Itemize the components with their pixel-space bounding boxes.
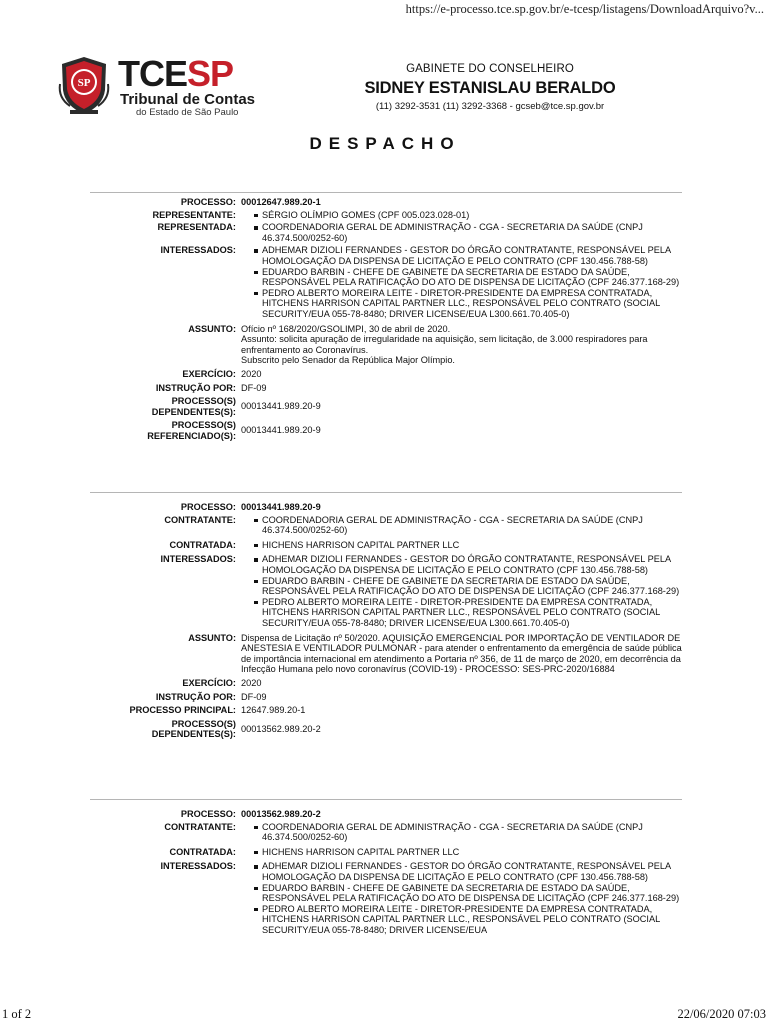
field-label: PROCESSO PRINCIPAL: bbox=[129, 705, 236, 716]
process-number: 00012647.989.20-1 bbox=[241, 197, 321, 207]
field-label: ASSUNTO: bbox=[188, 632, 236, 643]
list-item: ADHEMAR DIZIOLI FERNANDES - GESTOR DO ÓRGÃO CONTRATANTE, RESPONSÁVEL PELA HOMOLOGAÇÃO DA DISPENSA DE LICITAÇÃO E PELO CONTRATO (CPF 130.456.788-58) bbox=[241, 245, 682, 266]
fiscal-year: 2020 bbox=[241, 677, 262, 688]
field-label: REPRESENTANTE: bbox=[152, 209, 236, 220]
dependent-process: 00013441.989.20-9 bbox=[241, 401, 321, 412]
field-label: PROCESSO(S) bbox=[171, 396, 236, 407]
list-item: ADHEMAR DIZIOLI FERNANDES - GESTOR DO ÓRGÃO CONTRATANTE, RESPONSÁVEL PELA HOMOLOGAÇÃO DA DISPENSA DE LICITAÇÃO E PELO CONTRATO (CPF 130.456.788-58) bbox=[241, 554, 682, 575]
subject-line: Assunto: solicita apuração de irregularidade na aquisição, sem licitação, de 3.000 respiradores para enfrentamento ao Coronavírus. bbox=[241, 334, 648, 355]
svg-text:SP: SP bbox=[77, 77, 91, 89]
process-section bbox=[90, 492, 682, 740]
dependent-process: 00013562.989.20-2 bbox=[241, 723, 321, 734]
field-label: DEPENDENTES(S): bbox=[151, 406, 236, 417]
main-process: 12647.989.20-1 bbox=[241, 705, 306, 716]
field-label: PROCESSO(S) bbox=[171, 718, 236, 729]
field-label: PROCESSO: bbox=[180, 197, 236, 207]
field-label: PROCESSO(S) bbox=[171, 420, 236, 431]
process-section bbox=[90, 799, 682, 936]
field-label: INTERESSADOS: bbox=[160, 554, 236, 565]
field-label: PROCESSO: bbox=[180, 809, 236, 819]
field-label: CONTRATANTE: bbox=[164, 821, 236, 832]
logo-subtitle-2: do Estado de São Paulo bbox=[136, 107, 239, 118]
councillor-name: SIDNEY ESTANISLAU BERALDO bbox=[364, 79, 616, 97]
list-item: EDUARDO BARBIN - CHEFE DE GABINETE DA SECRETARIA DE ESTADO DA SAÚDE, RESPONSÁVEL PELA RATIFICAÇÃO DO ATO DE DISPENSA DE LICITAÇÃO (CPF 246.377.168-29) bbox=[241, 883, 682, 904]
field-label: INTERESSADOS: bbox=[160, 861, 236, 872]
list-item: PEDRO ALBERTO MOREIRA LEITE - DIRETOR-PRESIDENTE DA EMPRESA CONTRATADA, HITCHENS HARRISON CAPITAL PARTNER LLC., RESPONSÁVEL PELO CONTRATO (SOCIAL SECURITY/EUA 055-78-8480; DRIVER LICENSE/EUA L300.661.70.405-0) bbox=[241, 288, 682, 320]
field-label: ASSUNTO: bbox=[188, 323, 236, 334]
instruction-by: DF-09 bbox=[241, 382, 267, 393]
process-section bbox=[90, 192, 682, 441]
list-item: SÉRGIO OLÍMPIO GOMES (CPF 005.023.028-01) bbox=[241, 210, 682, 221]
field-label: INSTRUÇÃO POR: bbox=[155, 691, 236, 702]
page-indicator: 1 of 2 bbox=[2, 1007, 32, 1021]
list-item: HICHENS HARRISON CAPITAL PARTNER LLC bbox=[241, 847, 682, 858]
instruction-by: DF-09 bbox=[241, 691, 267, 702]
print-datetime: 22/06/2020 07:03 bbox=[677, 1007, 766, 1021]
list-item: COORDENADORIA GERAL DE ADMINISTRAÇÃO - CGA - SECRETARIA DA SAÚDE (CNPJ 46.374.500/0252-60) bbox=[241, 822, 682, 843]
field-label: INSTRUÇÃO POR: bbox=[155, 382, 236, 393]
field-label: REFERENCIADO(S): bbox=[147, 430, 236, 441]
list-item: COORDENADORIA GERAL DE ADMINISTRAÇÃO - CGA - SECRETARIA DA SAÚDE (CNPJ 46.374.500/0252-60) bbox=[241, 515, 682, 536]
field-label: PROCESSO: bbox=[180, 502, 236, 512]
logo-title: TCESP bbox=[118, 53, 234, 94]
referenced-process: 00013441.989.20-9 bbox=[241, 425, 321, 436]
list-item: PEDRO ALBERTO MOREIRA LEITE - DIRETOR-PRESIDENTE DA EMPRESA CONTRATADA, HITCHENS HARRISON CAPITAL PARTNER LLC., RESPONSÁVEL PELO CONTRATO (SOCIAL SECURITY/EUA 055-78-8480; DRIVER LICENSE/EUA L300.661.70.405-0) bbox=[241, 597, 682, 629]
field-label: CONTRATADA: bbox=[169, 846, 236, 857]
document-title: DESPACHO bbox=[309, 134, 461, 153]
sao-paulo-seal-icon bbox=[56, 54, 112, 116]
field-label: EXERCÍCIO: bbox=[182, 368, 236, 379]
process-number: 00013562.989.20-2 bbox=[241, 809, 321, 819]
fiscal-year: 2020 bbox=[241, 368, 262, 379]
field-label: DEPENDENTES(S): bbox=[151, 729, 236, 740]
field-label: INTERESSADOS: bbox=[160, 245, 236, 256]
subject-line: Subscrito pelo Senador da República Major Olímpio. bbox=[241, 355, 455, 366]
list-item: EDUARDO BARBIN - CHEFE DE GABINETE DA SECRETARIA DE ESTADO DA SAÚDE, RESPONSÁVEL PELA RATIFICAÇÃO DO ATO DE DISPENSA DE LICITAÇÃO (CPF 246.377.168-29) bbox=[241, 576, 682, 597]
field-label: REPRESENTADA: bbox=[157, 222, 236, 233]
subject-line: Ofício nº 168/2020/GSOLIMPI, 30 de abril de 2020. bbox=[241, 323, 451, 334]
list-item: COORDENADORIA GERAL DE ADMINISTRAÇÃO - CGA - SECRETARIA DA SAÚDE (CNPJ 46.374.500/0252-60) bbox=[241, 222, 682, 243]
process-number: 00013441.989.20-9 bbox=[241, 502, 321, 512]
browser-url: https://e-processo.tce.sp.gov.br/e-tcesp/listagens/DownloadArquivo?v... bbox=[405, 2, 764, 16]
office-contact: (11) 3292-3531 (11) 3292-3368 - gcseb@tce.sp.gov.br bbox=[375, 101, 605, 112]
office-dept: GABINETE DO CONSELHEIRO bbox=[406, 63, 574, 75]
office-header bbox=[360, 62, 620, 113]
field-label: CONTRATADA: bbox=[169, 539, 236, 550]
field-label: CONTRATANTE: bbox=[164, 514, 236, 525]
logo-subtitle: Tribunal de Contas bbox=[120, 91, 256, 108]
field-label: EXERCÍCIO: bbox=[182, 677, 236, 688]
subject-text: Dispensa de Licitação nº 50/2020. AQUISIÇÃO EMERGENCIAL POR IMPORTAÇÃO DE VENTILADOR DE ANESTESIA E VENTILADOR PULMONAR - para atender o enfrentamento da emergência de saúde pública de importância internacional em atendimento a Portaria nº 356, de 11 de março de 2020, em decorrência da Infecção Humana pelo novo coronavírus (COVID-19) - PROCESSO: SES-PRC-2020/16884 bbox=[241, 632, 682, 675]
list-item: ADHEMAR DIZIOLI FERNANDES - GESTOR DO ÓRGÃO CONTRATANTE, RESPONSÁVEL PELA HOMOLOGAÇÃO DA DISPENSA DE LICITAÇÃO E PELO CONTRATO (CPF 130.456.788-58) bbox=[241, 861, 682, 882]
list-item: EDUARDO BARBIN - CHEFE DE GABINETE DA SECRETARIA DE ESTADO DA SAÚDE, RESPONSÁVEL PELA RATIFICAÇÃO DO ATO DE DISPENSA DE LICITAÇÃO (CPF 246.377.168-29) bbox=[241, 267, 682, 288]
list-item: HICHENS HARRISON CAPITAL PARTNER LLC bbox=[241, 540, 682, 551]
list-item: PEDRO ALBERTO MOREIRA LEITE - DIRETOR-PRESIDENTE DA EMPRESA CONTRATADA, HITCHENS HARRISON CAPITAL PARTNER LLC., RESPONSÁVEL PELO CONTRATO (SOCIAL SECURITY/EUA 055-78-8480; DRIVER LICENSE/EUA bbox=[241, 904, 682, 936]
tcesp-logo bbox=[56, 54, 268, 120]
